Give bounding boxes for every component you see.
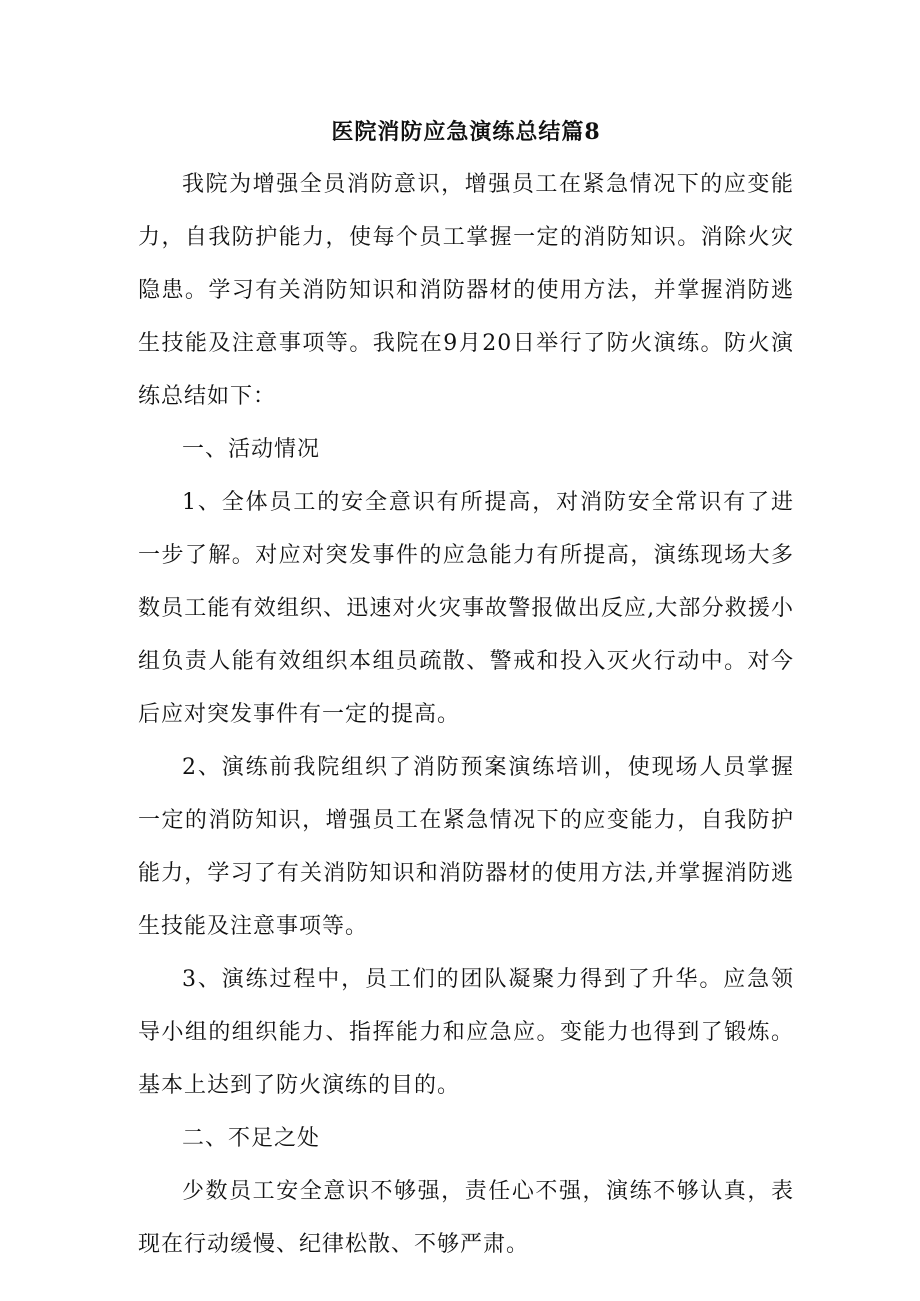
paragraph-item-1: 1、全体员工的安全意识有所提高，对消防安全常识有了进一步了解。对应对突发事件的应急能力有所提高，演练现场大多数员工能有效组织、迅速对火灾事故警报做出反应,大部分救援小组负责人能有效组织本组员疏散、警戒和投入灭火行动中。对今后应对突发事件有一定的提高。 bbox=[138, 490, 794, 727]
document-title: 医院消防应急演练总结篇8 bbox=[331, 119, 601, 145]
section-heading-shortcomings: 二、不足之处 bbox=[182, 1126, 321, 1151]
paragraph-intro: 我院为增强全员消防意识，增强员工在紧急情况下的应变能力，自我防护能力，使每个员工掌握一定的消防知识。消除火灾隐患。学习有关消防知识和消防器材的使用方法，并掌握消防逃生技能及注意事项等。我院在9月20日举行了防火演练。防火演练总结如下： bbox=[138, 172, 794, 409]
paragraph-item-3: 3、演练过程中，员工们的团队凝聚力得到了升华。应急领导小组的组织能力、指挥能力和应急应。变能力也得到了锻炼。基本上达到了防火演练的目的。 bbox=[138, 967, 794, 1098]
section-heading-activity: 一、活动情况 bbox=[182, 437, 321, 462]
paragraph-item-2: 2、演练前我院组织了消防预案演练培训，使现场人员掌握一定的消防知识，增强员工在紧急情况下的应变能力，自我防护能力，学习了有关消防知识和消防器材的使用方法,并掌握消防逃生技能及注意事项等。 bbox=[138, 755, 794, 939]
document-page bbox=[138, 112, 794, 1271]
paragraph-shortcomings: 少数员工安全意识不够强，责任心不强，演练不够认真，表现在行动缓慢、纪律松散、不够严肃。 bbox=[138, 1179, 794, 1257]
